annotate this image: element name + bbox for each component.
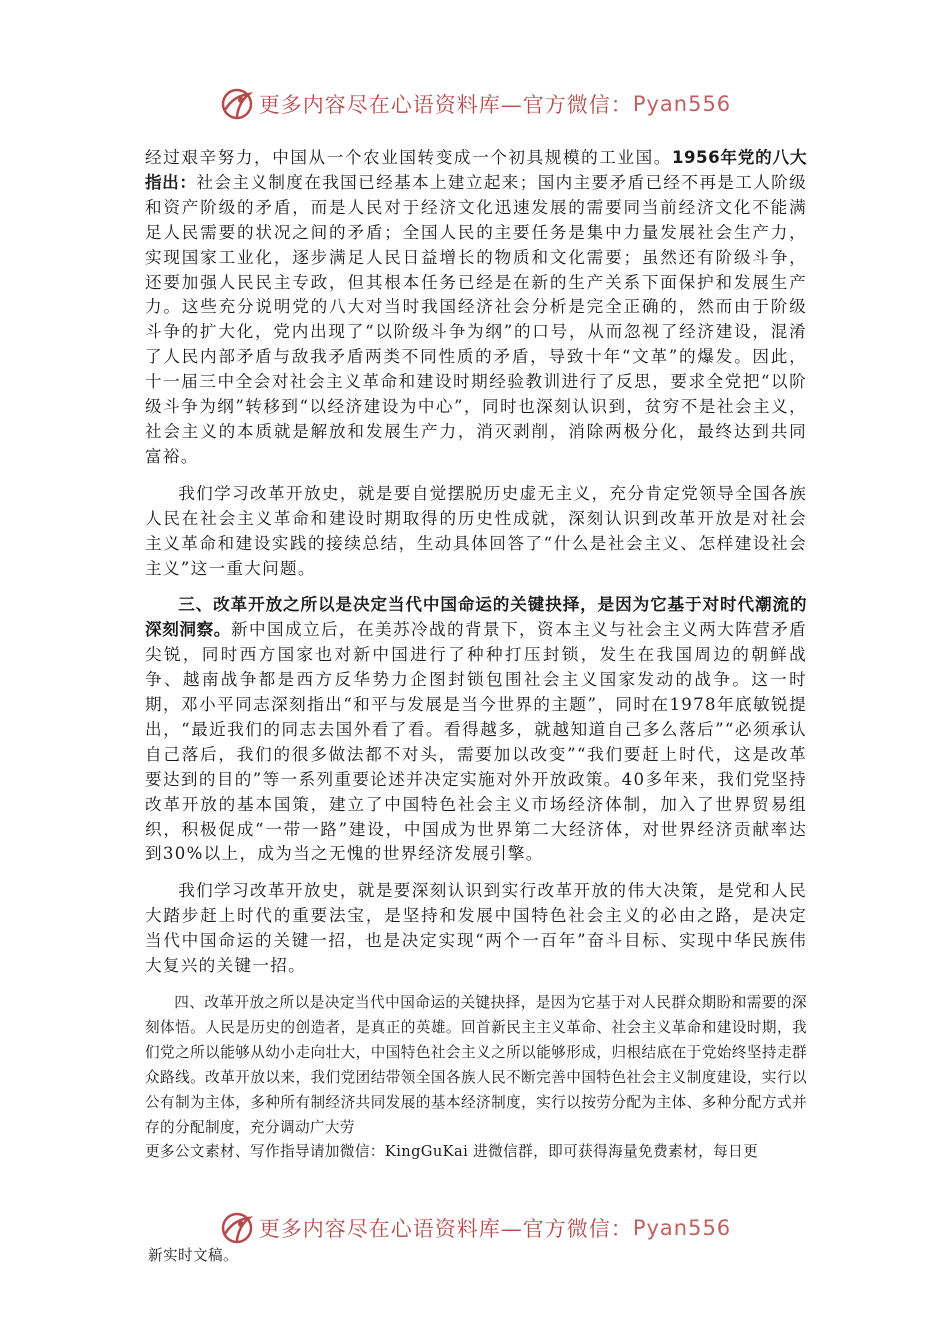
brand-logo-icon [219, 1210, 255, 1246]
header-banner [0, 84, 950, 124]
banner-text: 更多内容尽在心语资料库—官方微信： [258, 1217, 633, 1241]
paragraph-1-bold: 1956年党的八大指出： [145, 148, 807, 192]
paragraph-2: 我们学习改革开放史，就是要自觉摆脱历史虚无主义，充分肯定党领导全国各族人民在社会主义革命和建设时期取得的历史性成就，深刻认识到改革开放是对社会主义革命和建设实践的接续总结，生动具体回答了“什么是社会主义、怎样建设社会主义”这一重大问题。 [145, 483, 807, 578]
section-3-heading: 三、改革开放之所以是决定当代中国命运的关键抉择，是因为它基于对时代潮流的深刻洞察。 [145, 595, 807, 640]
banner-wechat-id: Pyan556 [632, 92, 732, 116]
document-body [145, 146, 807, 1164]
paragraph-3 [145, 593, 807, 867]
footer-banner [0, 1208, 950, 1248]
paragraph-1-text-a: 经过艰辛努力，中国从一个农业国转变成一个初具规模的工业国。 [145, 148, 672, 167]
banner-wechat-id: Pyan556 [632, 1216, 732, 1240]
paragraph-3-text: 新中国成立后，在美苏冷战的背景下，资本主义与社会主义两大阵营矛盾尖锐，同时西方国家也对新中国进行了种种打压封锁，发生在我国周边的朝鲜战争、越南战争都是西方反华势力企图封锁包围社会主义国家发动的战争。这一时期，邓小平同志深刻指出“和平与发展是当今世界的主题”，同时在1978年底敏锐提出，“最近我们的同志去国外看了看。看得越多，就越知道自己多么落后”“必须承认自己落后，我们的很多做法都不对头，需要加以改变”“我们要赶上时代，这是改革要达到的目的”等一系列重要论述并决定实施对外开放政策。40多年来，我们党坚持改革开放的基本国策，建立了中国特色社会主义市场经济体制，加入了世界贸易组织，积极促成“一带一路”建设，中国成为世界第二大经济体，对世界经济贡献率达到30%以上，成为当之无愧的世界经济发展引擎。 [145, 620, 807, 864]
paragraph-5: 四、改革开放之所以是决定当代中国命运的关键抉择，是因为它基于对人民群众期盼和需要的深刻体悟。人民是历史的创造者，是真正的英雄。回首新民主主义革命、社会主义革命和建设时期，我们党之所以能够从幼小走向壮大，中国特色社会主义之所以能够形成，归根结底在于党始终坚持走群众路线。改革开放以来，我们党团结带领全国各族人民不断完善中国特色社会主义制度建设，实行以公有制为主体，多种所有制经济共同发展的基本经济制度，实行以按劳分配为主体、多种分配方式并存的分配制度，充分调动广大劳 [145, 994, 807, 1136]
footer-note: 更多公文素材、写作指导请加微信：KingGuKai 进微信群，即可获得海量免费素材，每日更 [145, 1143, 759, 1161]
banner-text: 更多内容尽在心语资料库—官方微信： [258, 93, 633, 117]
brand-logo-icon [219, 86, 255, 122]
paragraph-4: 我们学习改革开放史，就是要深刻认识到实行改革开放的伟大决策，是党和人民大踏步赶上时代的重要法宝，是坚持和发展中国特色社会主义的必由之路，是决定当代中国命运的关键一招，也是决定实现“两个一百年”奋斗目标、实现中华民族伟大复兴的关键一招。 [145, 881, 807, 976]
paragraph-1-text-b: 社会主义制度在我国已经基本上建立起来；国内主要矛盾已经不再是工人阶级和资产阶级的矛盾，而是人民对于经济文化迅速发展的需要同当前经济文化不能满足人民需要的状况之间的矛盾；全国人民的主要任务是集中力量发展社会生产力，实现国家工业化，逐步满足人民日益增长的物质和文化需要；虽然还有阶级斗争，还要加强人民民主专政，但其根本任务已经是在新的生产关系下面保护和发展生产力。这些充分说明党的八大对当时我国经济社会分析是完全正确的，然而由于阶级斗争的扩大化，党内出现了“以阶级斗争为纲”的口号，从而忽视了经济建设，混淆了人民内部矛盾与敌我矛盾两类不同性质的矛盾，导致十年“文革”的爆发。因此，十一届三中全会对社会主义革命和建设时期经验教训进行了反思，要求全党把“以阶级斗争为纲”转移到“以经济建设为中心”，同时也深刻认识到，贫穷不是社会主义，社会主义的本质就是解放和发展生产力，消灭剥削，消除两极分化，最终达到共同富裕。 [145, 172, 808, 466]
footer-tail: 新实时文稿。 [148, 1247, 238, 1264]
paragraph-1 [145, 146, 807, 470]
